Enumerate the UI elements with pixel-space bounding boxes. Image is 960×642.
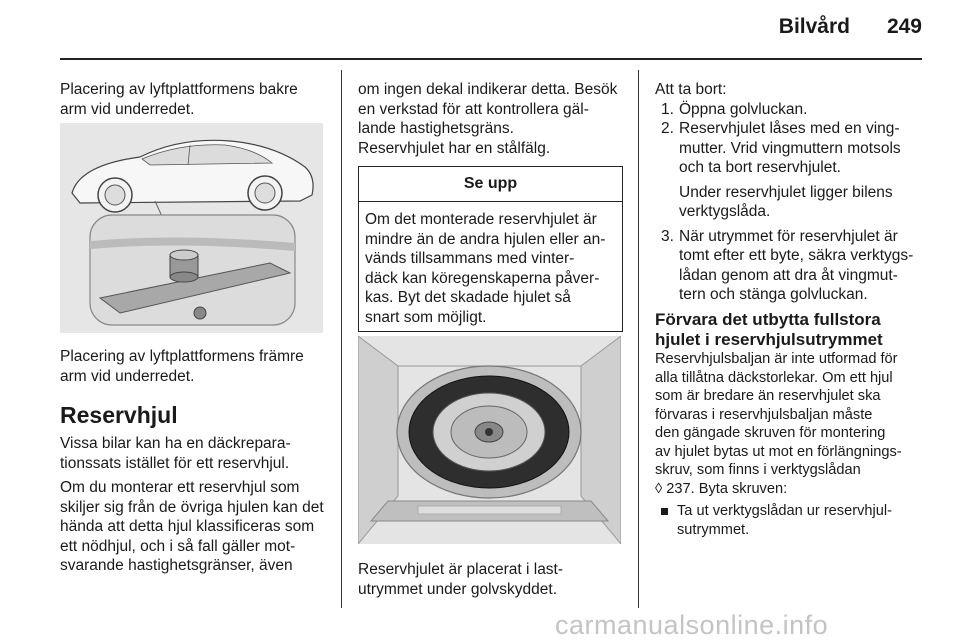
list-item: 2. Reservhjulet låses med en ving- mutter. Vrid vingmuttern motsols och ta bort reservhjulet. Under reservhjulet ligger bilens verktygslåda. xyxy=(661,120,901,220)
caption-front-arm: Placering av lyftplattformens främre arm vid underredet. xyxy=(60,348,304,385)
caption-spare-wheel: Reservhjulet är placerat i last- utrymmet under golvskyddet. xyxy=(358,561,564,598)
paragraph-emergency-wheel: Om du monterar ett reservhjul som skiljer sig från de övriga hjulen kan det hända att detta hjul klassificeras som ett nödhjul, och i så fall gäller mot- svarande hastighetsgränser, även xyxy=(60,479,324,574)
running-header-title: Bilvård xyxy=(778,15,850,38)
paragraph-repair-kit: Vissa bilar kan ha en däckrepara- tionssats istället för ett reservhjul. xyxy=(60,435,291,472)
caution-box xyxy=(358,166,623,332)
caution-title: Se upp xyxy=(359,167,622,202)
steps-list xyxy=(655,100,945,305)
spare-wheel-icon xyxy=(358,336,621,544)
list-item: 1. Öppna golvluckan. xyxy=(661,100,808,118)
bullet-square-icon xyxy=(661,508,668,515)
paragraph-steel-rim: Reservhjulet har en stålfälg. xyxy=(358,140,551,157)
list-item: 3. När utrymmet för reservhjulet är tomt efter ett byte, säkra verktygs- lådan genom att dra åt vingmut- tern och stänga golvluckan. xyxy=(661,227,914,303)
removal-instructions xyxy=(655,80,945,305)
car-lift-point-icon xyxy=(60,123,323,333)
paragraph-speed-limit: om ingen dekal indikerar detta. Besök en verkstad för att kontrollera gäl- lande hastighetsgräns. xyxy=(358,81,618,137)
column-divider-2 xyxy=(638,70,639,608)
caution-text: Om det monterade reservhjulet är mindre än de andra hjulen eller an- vänds tillsammans med vinter- däck kan köregenskaperna påver- kas. Byt det skadade hjulet så snart som möjligt. xyxy=(365,211,606,326)
header-rule xyxy=(60,58,922,60)
spare-wheel-figure xyxy=(358,336,621,544)
section-heading-reservhjul: Reservhjul xyxy=(60,402,178,428)
lift-point-figure xyxy=(60,123,323,333)
page-number: 249 xyxy=(886,15,922,38)
list-item: Ta ut verktygslådan ur reservhjul- sutrymmet. xyxy=(655,502,947,539)
column-divider-1 xyxy=(341,70,342,608)
paragraph-storage: Reservhjulsbaljan är inte utformad för alla tillåtna däckstorlekar. Om ett hjul som är bredare än reservhjulet ska förvaras i reservhjulsbaljan måste den gängade skruven för montering av hjulet bytas ut mot en förlängnings- skruv, som finns i verktygslådan ◊ 237. Byta skruven: Ta ut verktygslådan ur reservhjul- sutrymmet. xyxy=(655,350,947,539)
caption-rear-arm: Placering av lyftplattformens bakre arm vid underredet. xyxy=(60,81,298,118)
page-reference[interactable]: ◊ 237. Byta skruven: xyxy=(655,480,788,497)
subsection-heading: Förvara det utbytta fullstora hjulet i reservhjulsutrymmet xyxy=(655,310,883,349)
watermark: carmanualsonline.info xyxy=(555,610,829,640)
reference-arrow-icon: ◊ xyxy=(655,480,663,497)
instructions-intro: Att ta bort: xyxy=(655,81,727,98)
